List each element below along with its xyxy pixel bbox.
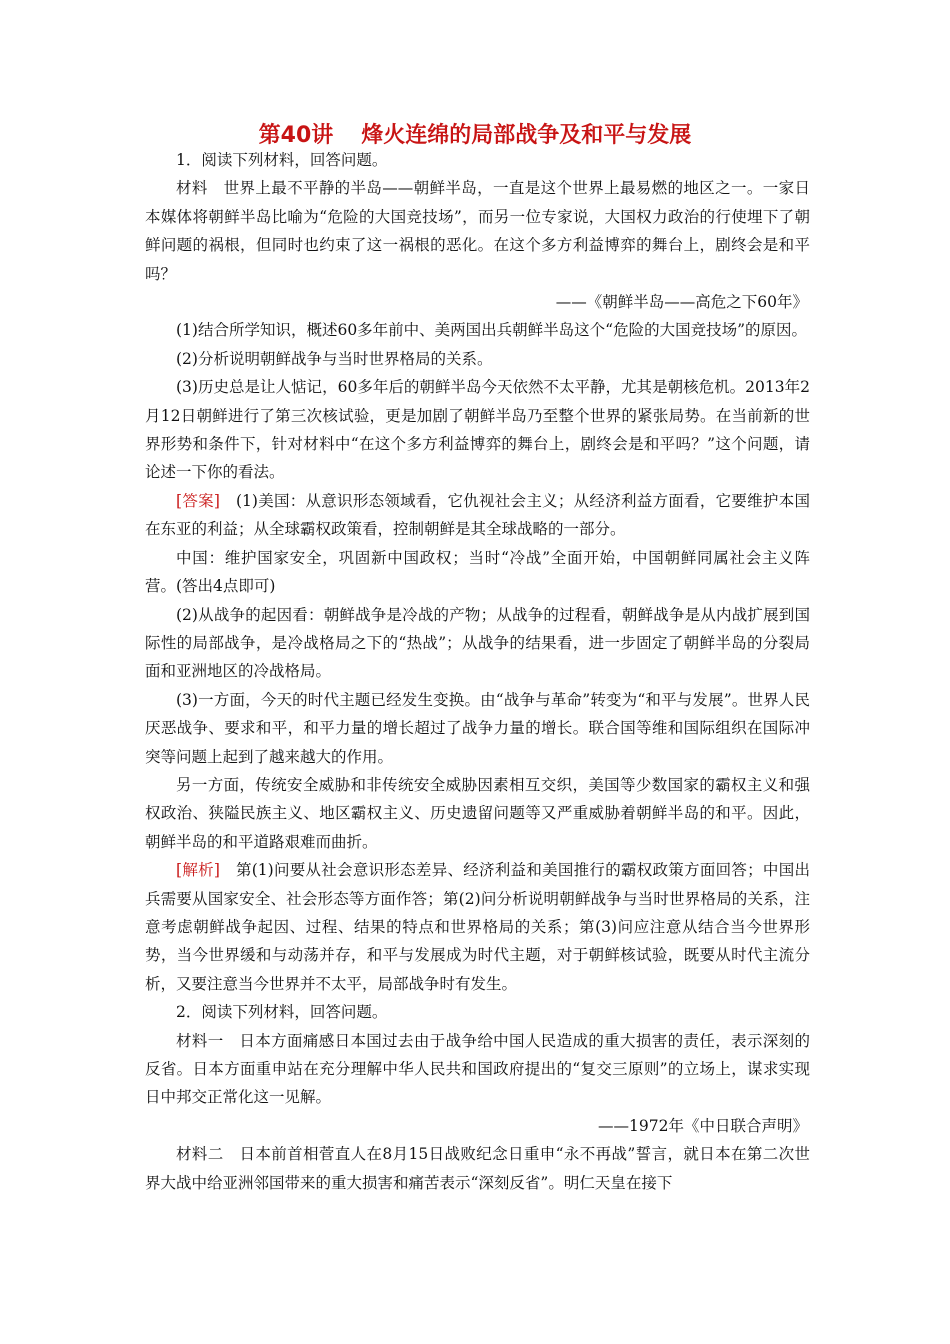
answer-part-1-text: (1)美国：从意识形态领域看，它仇视社会主义；从经济利益方面看，它要维护本国在东亚的利益；从全球霸权政策看，控制朝鲜是其全球战略的一部分。: [145, 491, 810, 539]
answer-part-2: (2)从战争的起因看：朝鲜战争是冷战的产物；从战争的过程看，朝鲜战争是从内战扩展到国际性的局部战争，是冷战格局之下的“热战”；从战争的结果看，进一步固定了朝鲜半岛的分裂局面和亚洲地区的冷战格局。: [145, 605, 810, 681]
answer-tag: [答案]: [176, 491, 220, 510]
page-title: [0, 118, 950, 149]
answer-part-3a: (3)一方面，今天的时代主题已经发生变换。由“战争与革命”转变为“和平与发展”。世界人民厌恶战争、要求和平，和平力量的增长超过了战争力量的增长。联合国等维和国际组织在国际冲突等问题上起到了越来越大的作用。: [145, 690, 810, 766]
question-1-sub-3: (3)历史总是让人惦记，60多年后的朝鲜半岛今天依然不太平静，尤其是朝核危机。2013年2月12日朝鲜进行了第三次核试验，更是加剧了朝鲜半岛乃至整个世界的紧张局势。在当前新的世界形势和条件下，针对材料中“在这个多方利益博弈的舞台上，剧终会是和平吗？”这个问题，请论述一下你的看法。: [145, 378, 810, 482]
question-2-source-1: ——1972年《中日联合声明》: [598, 1116, 808, 1135]
lesson-number: 第40讲: [258, 123, 334, 148]
answer-part-1: [145, 487, 810, 544]
analysis-text: 第(1)问要从社会意识形态差异、经济利益和美国推行的霸权政策方面回答；中国出兵需要从国家安全、社会形态等方面作答；第(2)问分析说明朝鲜战争与当时世界格局的关系，注意考虑朝鲜战争起因、过程、结果的特点和世界格局的关系；第(3)问应注意从结合当今世界形势，当今世界缓和与动荡并存，和平与发展成为时代主题，对于朝鲜核试验，既要从时代主流分析，又要注意当今世界并不太平，局部战争时有发生。: [145, 861, 810, 993]
question-2-material-1: 材料一 日本方面痛感日本国过去由于战争给中国人民造成的重大损害的责任，表示深刻的反省。日本方面重申站在充分理解中华人民共和国政府提出的“复交三原则”的立场上，谋求实现日中邦交正常化这一见解。: [145, 1031, 810, 1107]
answer-china: 中国：维护国家安全，巩固新中国政权；当时“冷战”全面开始，中国朝鲜同属社会主义阵营。(答出4点即可): [145, 548, 810, 596]
analysis-tag: [解析]: [176, 861, 220, 880]
lesson-name: 烽火连绵的局部战争及和平与发展: [361, 123, 692, 148]
question-2-material-2: 材料二 日本前首相菅直人在8月15日战败纪念日重申“永不再战”誓言，就日本在第二次世界大战中给亚洲邻国带来的重大损害和痛苦表示“深刻反省”。明仁天皇在接下: [145, 1145, 810, 1192]
question-1-source: ——《朝鲜半岛——高危之下60年》: [555, 293, 808, 312]
question-1-sub-2: (2)分析说明朝鲜战争与当时世界格局的关系。: [176, 349, 493, 368]
question-1-prompt: 1．阅读下列材料，回答问题。: [176, 151, 388, 169]
analysis: [145, 856, 810, 998]
question-2-prompt: 2．阅读下列材料，回答问题。: [176, 1003, 388, 1022]
document-body: [145, 146, 810, 1197]
question-1-sub-1: (1)结合所学知识，概述60多年前中、美两国出兵朝鲜半岛这个“危险的大国竞技场”的原因。: [176, 321, 808, 340]
answer-part-3b: 另一方面，传统安全威胁和非传统安全威胁因素相互交织，美国等少数国家的霸权主义和强权政治、狭隘民族主义、地区霸权主义、历史遗留问题等又严重威胁着朝鲜半岛的和平。因此，朝鲜半岛的和平道路艰难而曲折。: [145, 775, 810, 851]
question-1-material: 材料 世界上最不平静的半岛——朝鲜半岛，一直是这个世界上最易燃的地区之一。一家日本媒体将朝鲜半岛比喻为“危险的大国竞技场”，而另一位专家说，大国权力政治的行使埋下了朝鲜问题的祸根，但同时也约束了这一祸根的恶化。在这个多方利益博弈的舞台上，剧终会是和平吗？: [145, 179, 810, 283]
